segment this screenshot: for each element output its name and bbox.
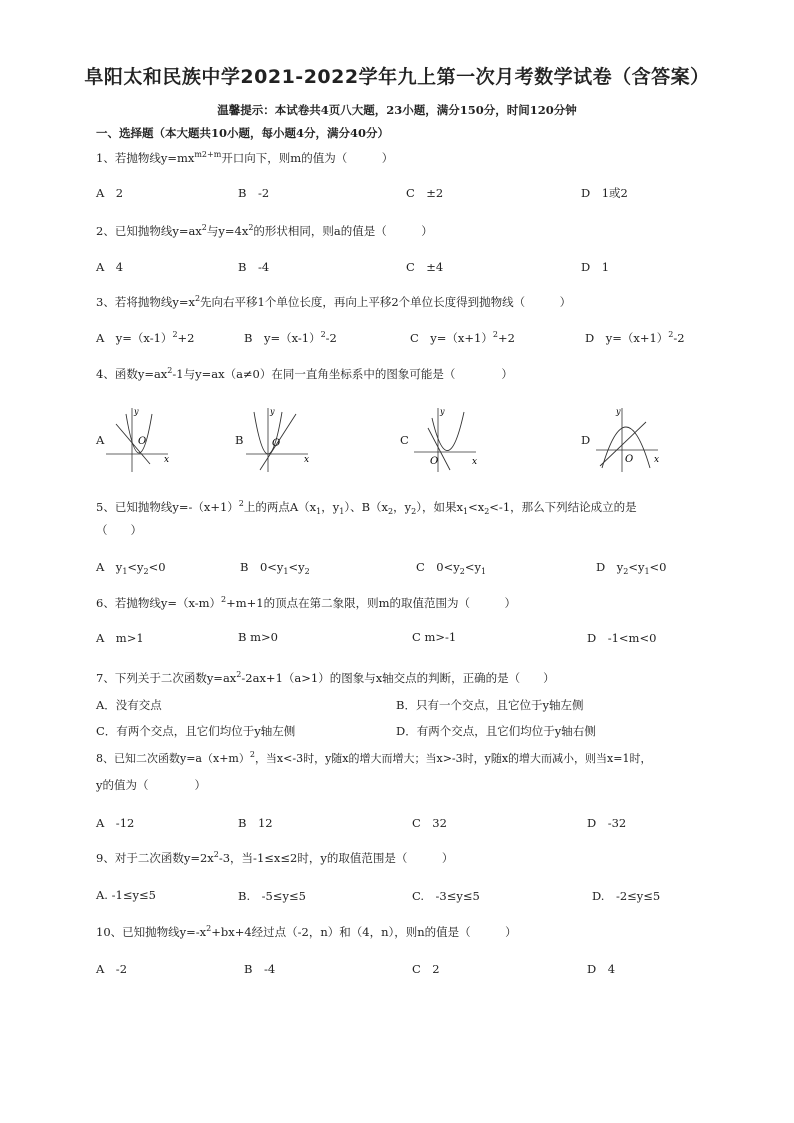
q5-option-c-sub-1: 2 — [459, 567, 465, 576]
q7-option-d: D．有两个交点，且它们均位于y轴右侧 — [396, 724, 596, 738]
question-5-exp: 2 — [238, 499, 244, 508]
q3-option-d-text: D y=（x+1） — [585, 331, 669, 345]
question-10 — [96, 924, 517, 940]
q7-option-b: B．只有一个交点，且它位于y轴左侧 — [396, 698, 584, 712]
q5-option-b-text: B 0<y — [240, 560, 284, 574]
q3-option-b-text: B y=（x-1） — [244, 331, 321, 345]
question-3-exponent: 2 — [194, 294, 201, 303]
question-6-exp: 2 — [221, 595, 227, 604]
q3-option-c-tail: +2 — [497, 331, 515, 345]
q8-option-d: D -32 — [587, 816, 627, 830]
q7-option-a: A．没有交点 — [96, 698, 162, 712]
q10-option-b: B -4 — [244, 962, 276, 976]
question-4 — [96, 366, 513, 382]
q5-option-a-text: A y — [96, 560, 123, 574]
q5-option-d-sub-1: 2 — [623, 567, 629, 576]
q9-option-c: C. -3≤y≤5 — [412, 889, 480, 903]
question-5-sub-4: 2 — [411, 507, 417, 516]
q5-option-d-sub-2: 1 — [644, 567, 650, 576]
question-2 — [96, 223, 433, 239]
q8-option-a: A -12 — [96, 816, 135, 830]
q4-graph-a — [106, 406, 180, 472]
section-heading: 一、选择题（本大题共10小题，每小题4分，满分40分） — [96, 126, 390, 140]
q5-option-d — [596, 559, 667, 575]
y-axis-label: y — [270, 407, 275, 416]
question-5-sub-1: 1 — [316, 507, 322, 516]
q5-option-b-mid: <y — [288, 560, 305, 574]
q2-option-a: A 4 — [96, 260, 124, 274]
q1-option-a: A 2 — [96, 186, 124, 200]
question-4-text-b: -1与y=ax（a≠0）在同一直角坐标系中的图象可能是（ ） — [172, 367, 513, 381]
question-5-sub-2: 1 — [339, 507, 345, 516]
question-2-exp-2: 2 — [248, 223, 254, 232]
q5-option-a — [96, 559, 166, 575]
q9-option-a: A. -1≤y≤5 — [96, 888, 156, 902]
y-axis-label: y — [616, 407, 621, 416]
question-3-text-a: 3、若将抛物线y=x — [96, 295, 195, 309]
q3-option-c-exp: 2 — [492, 330, 498, 339]
q2-option-d: D 1 — [581, 260, 610, 274]
origin-label: O — [138, 436, 147, 447]
question-5-text-d: ）、B（x — [344, 500, 389, 514]
q3-option-c — [410, 330, 515, 346]
question-5-sub-6: 2 — [484, 507, 490, 516]
question-2-text-b: 与y=4x — [206, 224, 249, 238]
question-1-text-a: 1、若抛物线y=mx — [96, 151, 195, 165]
q4-graph-label-d: D — [581, 433, 591, 447]
question-4-text-a: 4、函数y=ax — [96, 367, 168, 381]
question-7-text-b: -2ax+1（a>1）的图象与x轴交点的判断，正确的是（ ） — [241, 671, 555, 685]
question-6-text-a: 6、若抛物线y=（x-m） — [96, 596, 222, 610]
question-8-line-2: y的值为（ ） — [96, 778, 206, 792]
q5-option-c-sub-2: 1 — [480, 567, 487, 576]
q6-option-c: C m>-1 — [412, 630, 457, 644]
q1-option-b: B -2 — [238, 186, 270, 200]
origin-label: O — [625, 454, 634, 465]
q5-option-b-sub-2: 2 — [304, 567, 310, 576]
q8-option-b: B 12 — [238, 816, 273, 830]
q3-option-b — [244, 330, 337, 346]
q4-graph-d — [596, 406, 670, 472]
question-2-text-c: 的形状相同，则a的值是（ ） — [253, 224, 433, 238]
q10-option-c: C 2 — [412, 962, 440, 976]
question-2-text-a: 2、已知抛物线y=ax — [96, 224, 202, 238]
q1-option-d: D 1或2 — [581, 186, 628, 200]
q2-option-b: B -4 — [238, 260, 270, 274]
question-10-exp: 2 — [206, 924, 212, 933]
question-3-text-b: 先向右平移1个单位长度，再向上平移2个单位长度得到抛物线（ ） — [200, 295, 572, 309]
question-5-line-2: （ ） — [96, 523, 142, 537]
q3-option-d-exp: 2 — [668, 330, 674, 339]
question-5-text-g: <x — [468, 500, 485, 514]
origin-label: O — [272, 438, 281, 449]
question-3 — [96, 294, 571, 310]
q3-option-a — [96, 330, 194, 346]
x-axis-label: x — [164, 455, 170, 465]
exam-tip: 温馨提示：本试卷共4页八大题，23小题，满分150分，时间120分钟 — [217, 103, 577, 117]
q5-option-c-text: C 0<y — [416, 560, 460, 574]
q3-option-d-tail: -2 — [673, 331, 685, 345]
x-axis-label: x — [472, 457, 478, 467]
q5-option-d-text: D y — [596, 560, 624, 574]
x-axis-label: x — [304, 455, 310, 465]
question-8-text-b: ，当x<-3时，y随x的增大而增大；当x>-3时，y随x的增大而减小，则当x=1时， — [254, 752, 652, 765]
origin-label: O — [430, 456, 439, 467]
q5-option-d-mid: <y — [628, 560, 645, 574]
question-6-text-b: +m+1的顶点在第二象限，则m的取值范围为（ ） — [226, 596, 517, 610]
question-8 — [96, 750, 651, 766]
question-1-exponent: m2+m — [194, 150, 222, 159]
question-5-text-h: <-1，那么下列结论成立的是 — [489, 500, 637, 514]
q8-option-c: C 32 — [412, 816, 447, 830]
question-5 — [96, 499, 637, 515]
q5-option-a-mid: <y — [127, 560, 144, 574]
q4-graph-label-a: A — [96, 433, 105, 447]
q5-option-d-tail: <0 — [649, 560, 667, 574]
q3-option-a-text: A y=（x-1） — [96, 331, 173, 345]
q4-graph-label-c: C — [400, 433, 409, 447]
question-4-exponent: 2 — [167, 366, 173, 375]
question-8-exp: 2 — [249, 750, 255, 759]
question-5-text-e: ，y — [393, 500, 412, 514]
q3-option-c-text: C y=（x+1） — [410, 331, 493, 345]
q4-graph-b — [246, 406, 320, 472]
q5-option-b-sub-1: 1 — [283, 567, 289, 576]
question-7-exp: 2 — [236, 670, 242, 679]
question-5-text-b: 上的两点A（x — [243, 500, 317, 514]
q9-option-d: D. -2≤y≤5 — [592, 889, 661, 903]
q5-option-b — [240, 559, 310, 575]
question-5-text-c: ，y — [321, 500, 340, 514]
q6-option-a: A m>1 — [96, 631, 144, 645]
question-5-sub-3: 2 — [388, 507, 394, 516]
q4-graph-c — [412, 406, 486, 472]
q5-option-c — [416, 559, 486, 575]
q3-option-d — [585, 330, 685, 346]
page-title: 阜阳太和民族中学2021-2022学年九上第一次月考数学试卷（含答案） — [84, 66, 710, 88]
q5-option-c-mid: <y — [464, 560, 481, 574]
question-7 — [96, 670, 555, 686]
q6-option-d: D -1<m<0 — [587, 631, 657, 645]
question-10-text-a: 10、已知抛物线y=-x — [96, 925, 207, 939]
y-axis-label: y — [134, 407, 139, 416]
q5-option-a-sub-2: 2 — [143, 567, 149, 576]
straight-line — [600, 422, 646, 466]
q10-option-a: A -2 — [96, 962, 128, 976]
q1-option-c: C ±2 — [406, 186, 444, 200]
q10-option-d: D 4 — [587, 962, 616, 976]
question-9-text-a: 9、对于二次函数y=2x — [96, 851, 214, 865]
question-8-text-a: 8、已知二次函数y=a（x+m） — [96, 752, 250, 765]
q3-option-b-exp: 2 — [320, 330, 326, 339]
question-9 — [96, 850, 453, 866]
q3-option-a-exp: 2 — [172, 330, 178, 339]
x-axis-label: x — [654, 455, 660, 465]
question-9-exp: 2 — [213, 850, 219, 859]
question-5-text-a: 5、已知抛物线y=-（x+1） — [96, 500, 239, 514]
question-1 — [96, 150, 393, 166]
q5-option-a-sub-1: 1 — [122, 567, 128, 576]
question-5-text-f: ），如果x — [416, 500, 463, 514]
question-2-exp-1: 2 — [201, 223, 207, 232]
q3-option-b-tail: -2 — [325, 331, 337, 345]
q6-option-b: B m>0 — [238, 630, 278, 644]
q3-option-a-tail: +2 — [177, 331, 195, 345]
question-6 — [96, 595, 516, 611]
q5-option-a-tail: <0 — [148, 560, 166, 574]
question-5-sub-5: 1 — [462, 507, 469, 516]
question-7-text-a: 7、下列关于二次函数y=ax — [96, 671, 237, 685]
q4-graph-label-b: B — [235, 433, 244, 447]
parabola-curve — [126, 414, 152, 453]
question-10-text-b: +bx+4经过点（-2，n）和（4，n），则n的值是（ ） — [211, 925, 517, 939]
question-1-text-b: 开口向下，则m的值为（ ） — [221, 151, 394, 165]
q7-option-c: C．有两个交点，且它们均位于y轴左侧 — [96, 724, 296, 738]
question-9-text-b: -3，当-1≤x≤2时，y的取值范围是（ ） — [218, 851, 454, 865]
y-axis-label: y — [440, 407, 445, 416]
q2-option-c: C ±4 — [406, 260, 444, 274]
q9-option-b: B. -5≤y≤5 — [238, 889, 306, 903]
